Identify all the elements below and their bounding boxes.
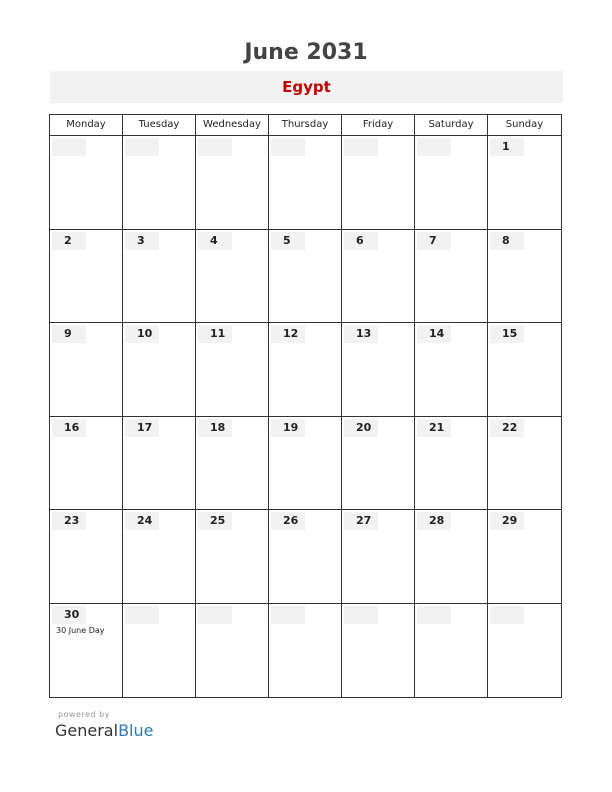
day-number: 15 [490,325,524,343]
day-cell[interactable] [50,230,123,324]
day-number: 16 [52,419,86,437]
day-number: 29 [490,512,524,530]
day-cell[interactable] [342,323,415,417]
day-cell[interactable] [196,136,269,230]
calendar-grid [49,114,562,698]
day-cell[interactable] [50,323,123,417]
day-cell[interactable] [269,417,342,511]
day-cell[interactable] [342,417,415,511]
day-cell[interactable] [269,510,342,604]
day-number [417,138,451,156]
day-number [198,138,232,156]
day-number [198,606,232,624]
day-cell[interactable] [50,510,123,604]
day-cell[interactable] [488,417,561,511]
day-cell[interactable] [196,510,269,604]
day-number: 14 [417,325,451,343]
day-number: 11 [198,325,232,343]
day-number: 2 [52,232,86,250]
day-number: 25 [198,512,232,530]
day-cell[interactable] [196,323,269,417]
day-number: 17 [125,419,159,437]
day-number: 9 [52,325,86,343]
day-cell[interactable] [342,510,415,604]
day-cell[interactable] [488,136,561,230]
day-cell[interactable] [415,323,488,417]
day-number [125,606,159,624]
weekday-header: Monday [50,115,123,136]
day-cell[interactable] [342,230,415,324]
day-number [52,138,86,156]
day-cell[interactable] [269,230,342,324]
brand-blue: Blue [118,721,154,740]
powered-by-text: powered by [58,710,110,719]
day-cell[interactable] [342,604,415,698]
page-title: June 2031 [244,40,368,65]
day-cell[interactable] [269,323,342,417]
weekday-header: Saturday [415,115,488,136]
weekday-header: Wednesday [196,115,269,136]
day-number: 28 [417,512,451,530]
day-cell[interactable] [415,230,488,324]
holiday-label: 30 June Day [56,625,105,635]
day-number [271,606,305,624]
day-number: 10 [125,325,159,343]
day-cell[interactable] [123,136,196,230]
weekday-header: Friday [342,115,415,136]
day-number: 30 [52,606,86,624]
day-number: 27 [344,512,378,530]
day-number: 22 [490,419,524,437]
country-name: Egypt [282,78,331,96]
day-cell[interactable] [269,136,342,230]
day-cell[interactable] [123,230,196,324]
day-cell[interactable] [196,230,269,324]
day-number: 6 [344,232,378,250]
day-number: 21 [417,419,451,437]
brand-general: General [55,721,119,740]
day-number [344,138,378,156]
day-cell[interactable] [123,417,196,511]
day-number: 20 [344,419,378,437]
day-number: 13 [344,325,378,343]
day-number: 26 [271,512,305,530]
day-number: 19 [271,419,305,437]
day-cell[interactable] [123,604,196,698]
day-cell[interactable] [488,510,561,604]
day-cell[interactable] [415,510,488,604]
day-cell[interactable] [269,604,342,698]
day-number: 23 [52,512,86,530]
day-number: 12 [271,325,305,343]
day-cell[interactable] [196,604,269,698]
weekday-header: Thursday [269,115,342,136]
day-number [490,606,524,624]
weekday-header: Tuesday [123,115,196,136]
day-cell[interactable] [488,604,561,698]
day-number: 1 [490,138,524,156]
day-number [417,606,451,624]
day-cell[interactable] [415,417,488,511]
day-number [271,138,305,156]
day-cell[interactable] [196,417,269,511]
day-number [125,138,159,156]
day-cell[interactable] [488,323,561,417]
day-number: 8 [490,232,524,250]
day-cell[interactable] [488,230,561,324]
day-cell[interactable] [50,417,123,511]
day-number: 3 [125,232,159,250]
day-number [344,606,378,624]
day-number: 24 [125,512,159,530]
day-number: 18 [198,419,232,437]
brand-logo[interactable] [55,721,153,740]
day-number: 7 [417,232,451,250]
weekday-header: Sunday [488,115,561,136]
day-number: 4 [198,232,232,250]
day-cell[interactable] [50,136,123,230]
day-number: 5 [271,232,305,250]
day-cell[interactable] [123,323,196,417]
day-cell[interactable] [50,604,123,698]
day-cell[interactable] [415,136,488,230]
day-cell[interactable] [123,510,196,604]
day-cell[interactable] [342,136,415,230]
country-banner [50,71,563,103]
day-cell[interactable] [415,604,488,698]
